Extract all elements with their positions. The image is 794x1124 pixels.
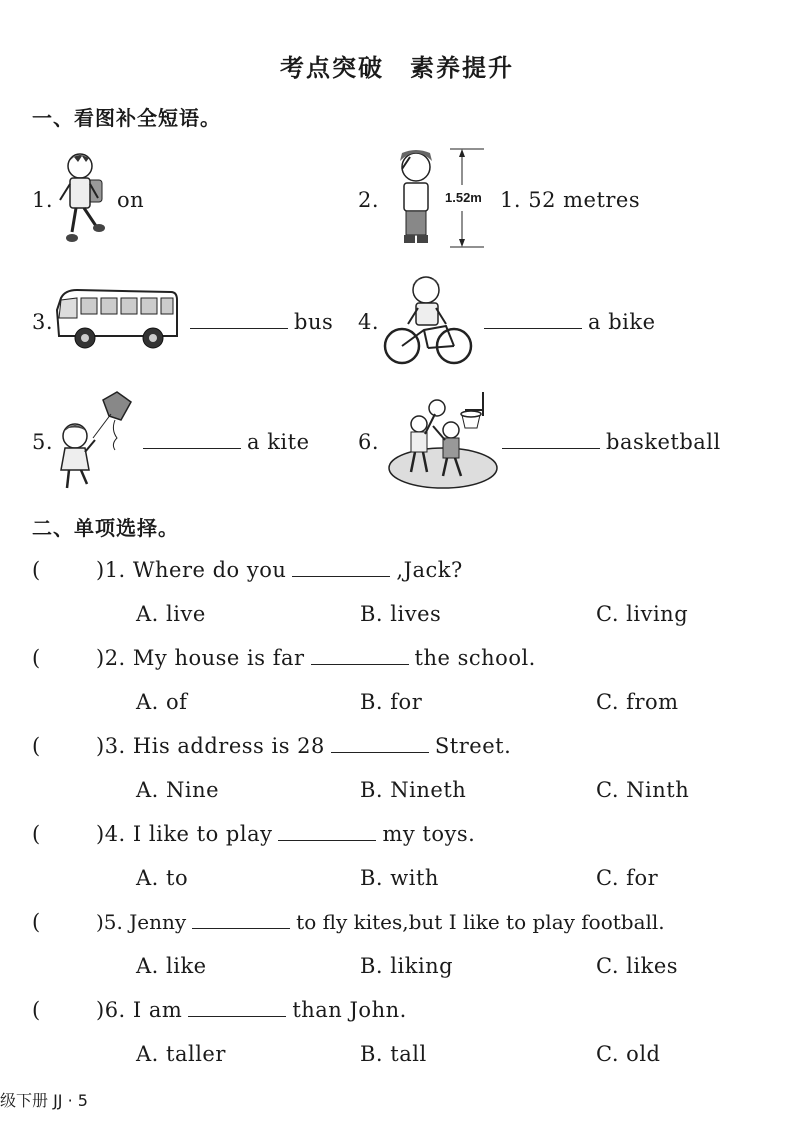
part1-heading: 一、看图补全短语。 [32, 106, 221, 130]
q3-stem [96, 734, 511, 758]
q5-option-c[interactable]: C. likes [596, 954, 679, 978]
item-6-line [496, 430, 721, 454]
q6-before: I am [132, 998, 183, 1022]
item-5-number: 5. [32, 430, 54, 454]
q2-option-b[interactable]: B. for [360, 690, 423, 714]
q5-option-a[interactable]: A. like [136, 954, 207, 978]
q2-after: the school. [414, 646, 536, 670]
q4-stem [96, 822, 475, 846]
item-6-number: 6. [358, 430, 380, 454]
item-5-phrase: a kite [247, 430, 310, 454]
q6-stem [96, 998, 407, 1022]
boy-riding-bike-illustration [382, 272, 474, 368]
height-measurement-label: 1.52m [445, 190, 482, 205]
q4-after: my toys. [382, 822, 476, 846]
q2-option-a[interactable]: A. of [136, 690, 188, 714]
q5-number: )5. [96, 910, 123, 934]
q3-option-a[interactable]: A. Nine [136, 778, 220, 802]
bus-illustration [55, 288, 181, 354]
q2-stem [96, 646, 536, 670]
q3-option-c[interactable]: C. Ninth [596, 778, 690, 802]
item-4-number: 4. [358, 310, 380, 334]
page-footer: 级下册 JJ · 5 [0, 1091, 88, 1110]
item-3-number: 3. [32, 310, 54, 334]
q5-option-b[interactable]: B. liking [360, 954, 454, 978]
q5-stem [96, 910, 665, 934]
part2-heading: 二、单项选择。 [32, 516, 179, 540]
q3-option-b[interactable]: B. Nineth [360, 778, 467, 802]
item-3-blank[interactable] [190, 312, 288, 329]
q4-blank[interactable] [278, 824, 376, 841]
q3-before: His address is 28 [132, 734, 325, 758]
item-1-phrase: on [117, 188, 145, 212]
q1-stem [96, 558, 463, 582]
q6-answer-paren[interactable]: ( [32, 998, 41, 1022]
q3-after: Street. [434, 734, 512, 758]
item-2-phrase: 1. 52 metres [500, 188, 641, 212]
boy-walking-illustration [56, 150, 110, 250]
q5-blank[interactable] [192, 912, 290, 929]
q3-answer-paren[interactable]: ( [32, 734, 41, 758]
q6-number: )6. [96, 998, 126, 1022]
item-4-blank[interactable] [484, 312, 582, 329]
q2-answer-paren[interactable]: ( [32, 646, 41, 670]
q2-option-c[interactable]: C. from [596, 690, 679, 714]
q6-option-b[interactable]: B. tall [360, 1042, 427, 1066]
q1-before: Where do you [132, 558, 287, 582]
q6-after: than John. [292, 998, 407, 1022]
q6-option-c[interactable]: C. old [596, 1042, 661, 1066]
page-title: 考点突破 素养提升 [280, 54, 514, 82]
q1-number: )1. [96, 558, 126, 582]
girl-flying-kite-illustration [55, 390, 137, 494]
q4-before: I like to play [132, 822, 273, 846]
item-6-blank[interactable] [502, 432, 600, 449]
q1-blank[interactable] [292, 560, 390, 577]
q6-option-a[interactable]: A. taller [136, 1042, 226, 1066]
item-3-phrase: bus [294, 310, 334, 334]
q4-option-c[interactable]: C. for [596, 866, 659, 890]
q6-blank[interactable] [188, 1000, 286, 1017]
q3-number: )3. [96, 734, 126, 758]
q1-option-c[interactable]: C. living [596, 602, 689, 626]
item-1-number: 1. [32, 188, 54, 212]
q5-before: Jenny [129, 910, 187, 934]
item-2-number: 2. [358, 188, 380, 212]
item-4-line [478, 310, 656, 334]
q4-number: )4. [96, 822, 126, 846]
item-4-phrase: a bike [588, 310, 656, 334]
q1-option-b[interactable]: B. lives [360, 602, 442, 626]
q2-before: My house is far [132, 646, 305, 670]
q4-option-b[interactable]: B. with [360, 866, 439, 890]
basketball-players-illustration [385, 388, 499, 492]
q1-after: ,Jack? [396, 558, 463, 582]
q1-option-a[interactable]: A. live [136, 602, 206, 626]
q2-blank[interactable] [311, 648, 409, 665]
q5-after: to fly kites,but I like to play football. [296, 910, 665, 934]
q4-option-a[interactable]: A. to [136, 866, 189, 890]
item-3-line [184, 310, 333, 334]
item-5-blank[interactable] [143, 432, 241, 449]
q4-answer-paren[interactable]: ( [32, 822, 41, 846]
q2-number: )2. [96, 646, 126, 670]
item-6-phrase: basketball [606, 430, 721, 454]
q3-blank[interactable] [331, 736, 429, 753]
item-5-line [137, 430, 310, 454]
q1-answer-paren[interactable]: ( [32, 558, 41, 582]
q5-answer-paren[interactable]: ( [32, 910, 41, 934]
